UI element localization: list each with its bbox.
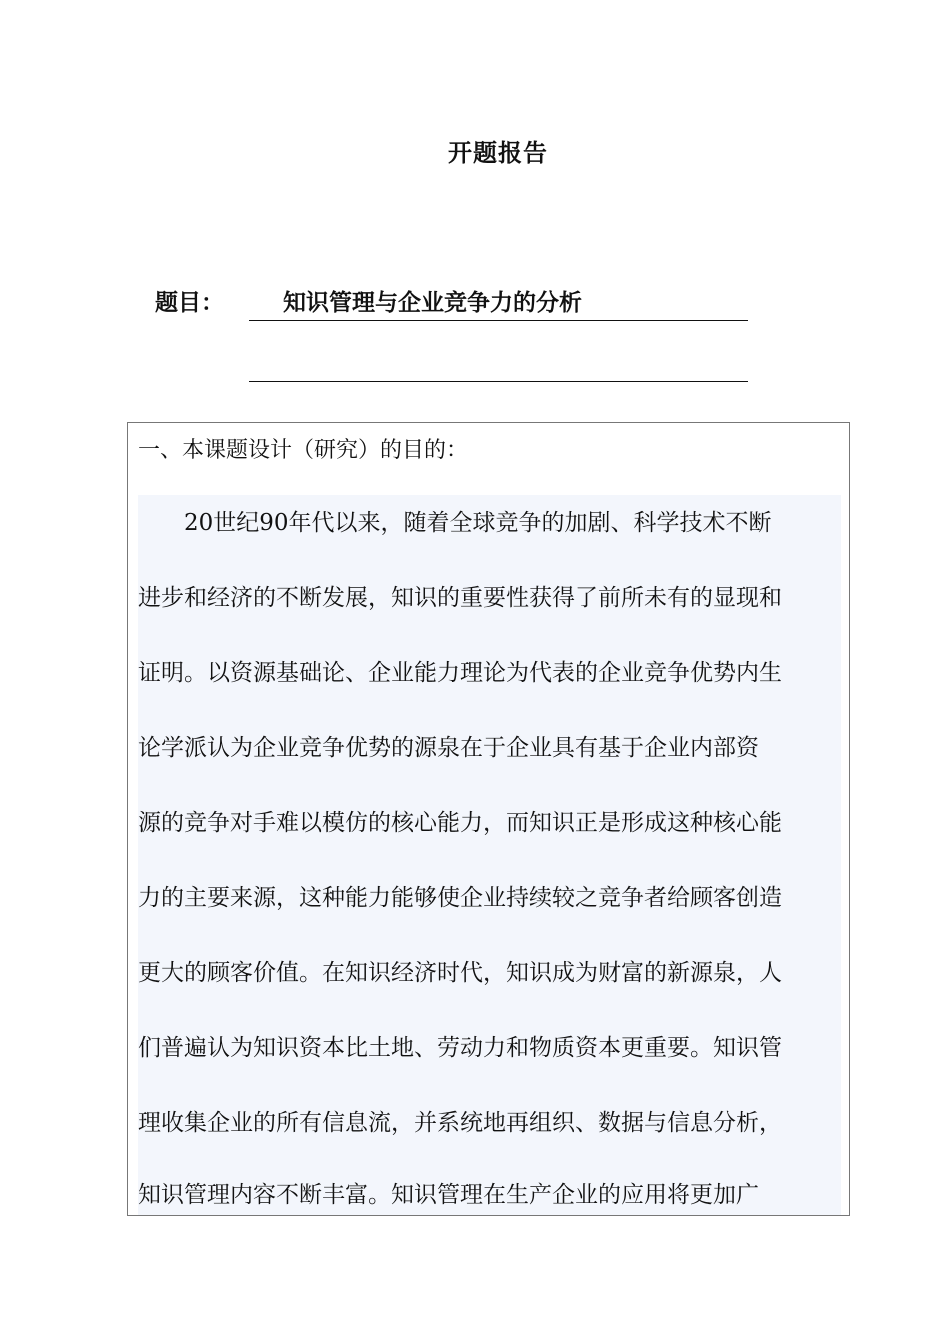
purpose-section-box xyxy=(127,422,850,1216)
report-title: 开题报告 xyxy=(448,138,548,167)
topic-label: 题目： xyxy=(155,289,224,316)
paragraph-line: 进步和经济的不断发展，知识的重要性获得了前所未有的显现和 xyxy=(138,585,782,611)
paragraph-line: 更大的顾客价值。在知识经济时代，知识成为财富的新源泉，人 xyxy=(138,960,782,986)
topic-underline-1 xyxy=(249,320,748,321)
topic-underline-2 xyxy=(249,381,748,382)
paragraph-line: 20世纪90年代以来，随着全球竞争的加剧、科学技术不断 xyxy=(138,510,772,536)
paragraph-line: 们普遍认为知识资本比土地、劳动力和物质资本更重要。知识管 xyxy=(138,1035,782,1061)
paragraph-line: 证明。以资源基础论、企业能力理论为代表的企业竞争优势内生 xyxy=(138,660,782,686)
paragraph-line: 论学派认为企业竞争优势的源泉在于企业具有基于企业内部资 xyxy=(138,735,759,761)
section-heading: 一、本课题设计（研究）的目的： xyxy=(138,438,469,463)
paragraph-line: 力的主要来源，这种能力能够使企业持续较之竞争者给顾客创造 xyxy=(138,885,782,911)
paragraph-line: 知识管理内容不断丰富。知识管理在生产企业的应用将更加广 xyxy=(138,1182,759,1208)
topic-value: 知识管理与企业竞争力的分析 xyxy=(283,289,582,316)
paragraph-line: 源的竞争对手难以模仿的核心能力，而知识正是形成这种核心能 xyxy=(138,810,782,836)
paragraph-line: 理收集企业的所有信息流，并系统地再组织、数据与信息分析， xyxy=(138,1110,782,1136)
